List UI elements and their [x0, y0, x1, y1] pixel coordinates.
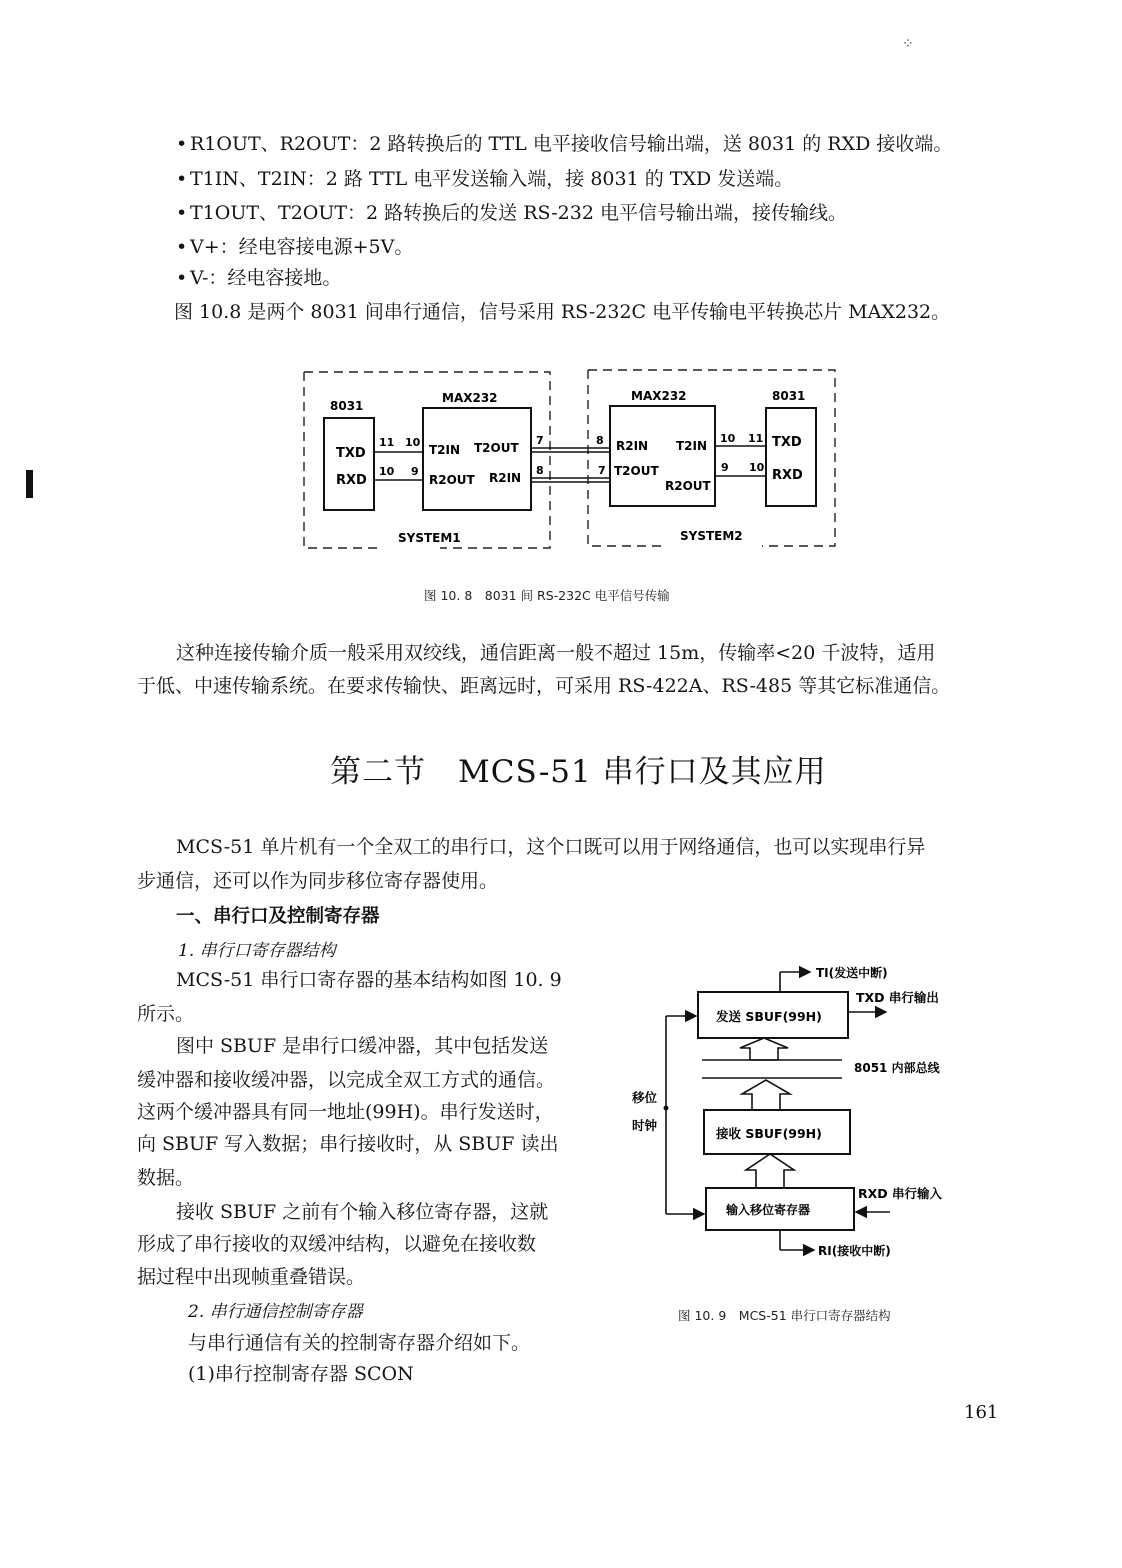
pin-7-sys2: 7: [598, 464, 606, 477]
figure-10-8-caption: 图 10. 8 8031 间 RS-232C 电平信号传输: [424, 588, 670, 603]
label-8031-sys2: 8031: [772, 389, 806, 403]
label-r2in-sys1: R2IN: [489, 471, 522, 485]
label-ri: RI(接收中断): [818, 1244, 891, 1258]
bullet-item: • V-：经电容接地。: [176, 267, 342, 289]
pin-7-sys1: 7: [536, 434, 544, 447]
subheading-control-registers: 2. 串行通信控制寄存器: [188, 1302, 363, 1322]
pin-10b-sys2: 10: [749, 461, 765, 474]
subheading-serial-port: 一、串行口及控制寄存器: [176, 906, 380, 927]
pin-9-sys2: 9: [721, 461, 729, 474]
intro-line2: 步通信，还可以作为同步移位寄存器使用。: [137, 870, 499, 892]
label-system1: SYSTEM1: [398, 531, 461, 545]
label-shift-clock-1: 移位: [632, 1090, 658, 1105]
label-8031-sys1: 8031: [330, 399, 364, 413]
label-txd-out: TXD 串行输出: [856, 990, 939, 1005]
body-line: 向 SBUF 写入数据；串行接收时，从 SBUF 读出: [137, 1133, 559, 1155]
label-shift-register: 输入移位寄存器: [726, 1203, 811, 1217]
bullet-item: • R1OUT、R2OUT：2 路转换后的 TTL 电平接收信号输出端，送 8031 的 RXD 接收端。: [176, 133, 953, 155]
body-line: 数据。: [137, 1167, 195, 1189]
chip-8031-sys2: [766, 408, 816, 506]
label-rxd-sys2: RXD: [772, 468, 803, 483]
figure-10-9-caption: 图 10. 9 MCS-51 串行口寄存器结构: [678, 1308, 891, 1323]
label-send-sbuf: 发送 SBUF(99H): [716, 1009, 822, 1024]
label-t2in-sys2: T2IN: [676, 439, 708, 453]
label-max232-sys1: MAX232: [442, 391, 498, 405]
label-r2in-sys2: R2IN: [616, 439, 649, 453]
bullet-item: • T1OUT、T2OUT：2 路转换后的发送 RS-232 电平信号输出端，接传输线。: [176, 202, 847, 224]
pin-10-sys1: 10: [405, 436, 421, 449]
label-recv-sbuf: 接收 SBUF(99H): [716, 1126, 822, 1141]
chip-8031-sys1: [324, 418, 374, 510]
section-title: 第二节 MCS-51 串行口及其应用: [330, 754, 827, 790]
figure-10-9: [622, 958, 1002, 1268]
label-r2out-sys1: R2OUT: [429, 473, 475, 487]
label-rxd-in: RXD 串行输入: [858, 1186, 942, 1201]
scon-line: (1)串行控制寄存器 SCON: [188, 1363, 414, 1385]
body-line: MCS-51 串行口寄存器的基本结构如图 10. 9: [176, 969, 562, 991]
body-line: 图中 SBUF 是串行口缓冲器，其中包括发送: [176, 1035, 549, 1057]
control-registers-intro: 与串行通信有关的控制寄存器介绍如下。: [188, 1332, 531, 1354]
label-ti: TI(发送中断): [816, 966, 888, 980]
pin-8-sys2: 8: [596, 434, 604, 447]
pin-10b-sys1: 10: [379, 465, 395, 478]
figure-10-8: [290, 362, 850, 558]
pin-8-sys1: 8: [536, 464, 544, 477]
label-r2out-sys2: R2OUT: [665, 479, 711, 493]
chip-max232-sys1: [423, 408, 531, 510]
pin-11-sys2: 11: [748, 432, 764, 445]
label-rxd-sys1: RXD: [336, 473, 367, 488]
label-txd-sys1: TXD: [336, 446, 366, 461]
label-internal-bus: 8051 内部总线: [854, 1061, 940, 1075]
label-shift-clock-2: 时钟: [632, 1118, 658, 1133]
paragraph-medium-line2: 于低、中速传输系统。在要求传输快、距离远时，可采用 RS-422A、RS-485 等其它标准通信。: [137, 675, 951, 697]
bullet-item: • V+：经电容接电源+5V。: [176, 236, 414, 258]
paragraph-fig108-intro: 图 10.8 是两个 8031 间串行通信，信号采用 RS-232C 电平传输电平转换芯片 MAX232。: [174, 301, 951, 323]
body-line: 所示。: [137, 1003, 195, 1025]
body-line: 据过程中出现帧重叠错误。: [137, 1266, 366, 1288]
label-system2: SYSTEM2: [680, 529, 743, 543]
subheading-register-structure: 1. 串行口寄存器结构: [178, 941, 336, 961]
scan-margin-mark: [26, 470, 33, 498]
intro-line1: MCS-51 单片机有一个全双工的串行口，这个口既可以用于网络通信，也可以实现串行异: [176, 836, 926, 858]
label-t2out-sys2: T2OUT: [614, 464, 659, 478]
bullet-item: • T1IN、T2IN：2 路 TTL 电平发送输入端，接 8031 的 TXD 发送端。: [176, 168, 794, 190]
pin-9-sys1: 9: [411, 465, 419, 478]
pin-10-sys2: 10: [720, 432, 736, 445]
label-t2out-sys1: T2OUT: [474, 441, 519, 455]
body-line: 缓冲器和接收缓冲器，以完成全双工方式的通信。: [137, 1069, 556, 1091]
body-line: 接收 SBUF 之前有个输入移位寄存器，这就: [176, 1201, 549, 1223]
page-number: 161: [964, 1402, 999, 1423]
scan-speck: ⁘: [902, 36, 914, 52]
body-line: 形成了串行接收的双缓冲结构，以避免在接收数: [137, 1233, 537, 1255]
label-t2in-sys1: T2IN: [429, 443, 461, 457]
label-max232-sys2: MAX232: [631, 389, 687, 403]
pin-11-sys1: 11: [379, 436, 395, 449]
body-line: 这两个缓冲器具有同一地址(99H)。串行发送时，: [137, 1101, 554, 1123]
paragraph-medium-line1: 这种连接传输介质一般采用双绞线，通信距离一般不超过 15m，传输率<20 千波特，适用: [176, 642, 936, 664]
label-txd-sys2: TXD: [772, 435, 802, 450]
